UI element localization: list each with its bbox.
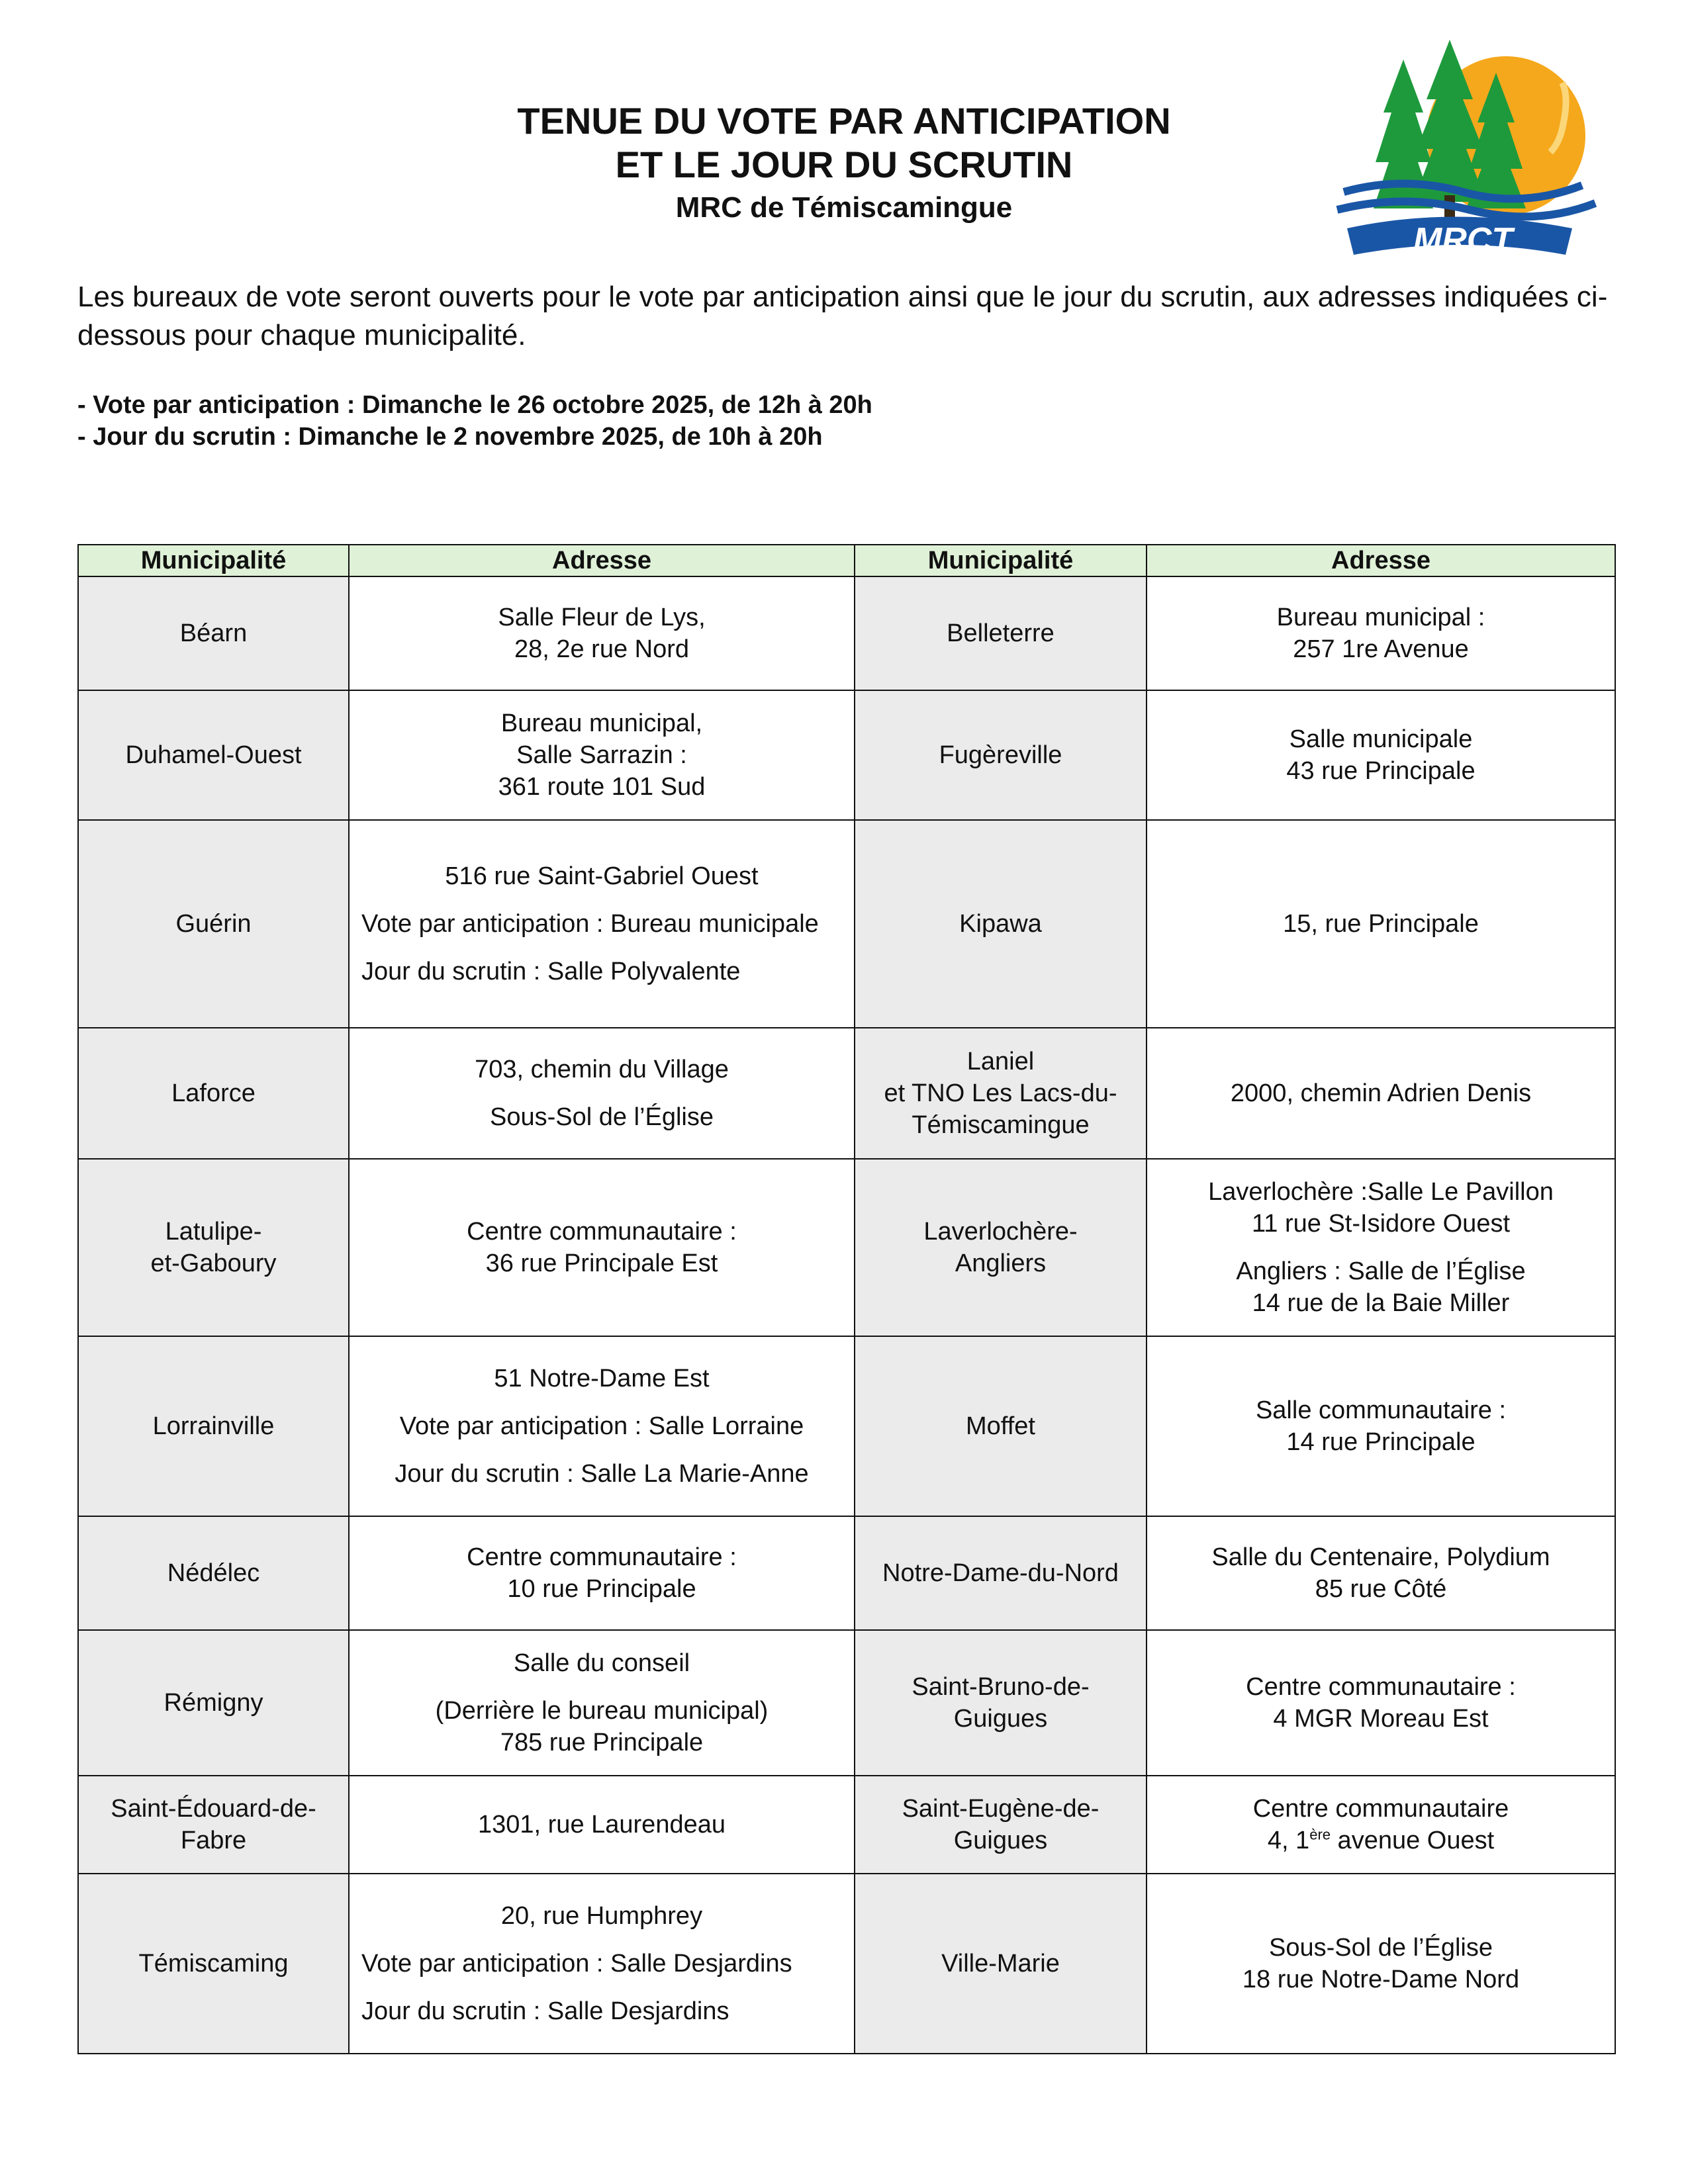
municipality-cell: Nédélec xyxy=(78,1516,349,1630)
table-row xyxy=(78,1874,1615,2054)
municipality-cell: Béarn xyxy=(78,576,349,690)
address-cell: Salle du Centenaire, Polydium 85 rue Côté xyxy=(1147,1516,1615,1630)
address-cell: 51 Notre-Dame Est Vote par anticipation : Salle Lorraine Jour du scrutin : Salle La Marie-Anne xyxy=(349,1336,855,1516)
address-cell: Salle du conseil (Derrière le bureau municipal) 785 rue Principale xyxy=(349,1630,855,1776)
municipality-cell: Laverlochère- Angliers xyxy=(855,1159,1147,1336)
table-row xyxy=(78,1776,1615,1874)
intro-paragraph: Les bureaux de vote seront ouverts pour le vote par anticipation ainsi que le jour du scrutin, aux adresses indiquées ci-dessous pour chaque municipalité. xyxy=(77,281,1608,351)
table-row xyxy=(78,820,1615,1028)
address-cell: 516 rue Saint-Gabriel Ouest Vote par anticipation : Bureau municipale Jour du scrutin : Salle Polyvalente xyxy=(349,820,855,1028)
address-cell: Centre communautaire : 36 rue Principale Est xyxy=(349,1159,855,1336)
municipality-cell: Fugèreville xyxy=(855,690,1147,820)
table-row xyxy=(78,1516,1615,1630)
municipality-cell: Saint-Bruno-de- Guigues xyxy=(855,1630,1147,1776)
address-cell: Salle municipale 43 rue Principale xyxy=(1147,690,1615,820)
municipality-cell: Ville-Marie xyxy=(855,1874,1147,2054)
address-cell: Salle Fleur de Lys, 28, 2e rue Nord xyxy=(349,576,855,690)
address-cell: Bureau municipal : 257 1re Avenue xyxy=(1147,576,1615,690)
subtitle: MRC de Témiscamingue xyxy=(675,191,1013,224)
municipality-cell: Kipawa xyxy=(855,820,1147,1028)
address-cell: Centre communautaire : 4 MGR Moreau Est xyxy=(1147,1630,1615,1776)
address-cell: 20, rue Humphrey Vote par anticipation : Salle Desjardins Jour du scrutin : Salle Desjardins xyxy=(349,1874,855,2054)
municipality-cell: Latulipe- et-Gaboury xyxy=(78,1159,349,1336)
table-row xyxy=(78,1159,1615,1336)
address-cell: Sous-Sol de l’Église 18 rue Notre-Dame Nord xyxy=(1147,1874,1615,2054)
municipality-cell: Lorrainville xyxy=(78,1336,349,1516)
municipality-cell: Saint-Eugène-de- Guigues xyxy=(855,1776,1147,1874)
title-line-2: ET LE JOUR DU SCRUTIN xyxy=(615,144,1073,185)
table-row xyxy=(78,690,1615,820)
municipality-cell: Laforce xyxy=(78,1028,349,1159)
municipality-cell: Laniel et TNO Les Lacs-du- Témiscamingue xyxy=(855,1028,1147,1159)
advance-vote-date: - Vote par anticipation : Dimanche le 26 octobre 2025, de 12h à 20h xyxy=(77,391,872,419)
table-header-row xyxy=(78,545,1615,576)
header-address-right: Adresse xyxy=(1147,545,1615,576)
municipality-cell: Notre-Dame-du-Nord xyxy=(855,1516,1147,1630)
address-cell: 15, rue Principale xyxy=(1147,820,1615,1028)
municipality-cell: Belleterre xyxy=(855,576,1147,690)
table-row xyxy=(78,1028,1615,1159)
address-cell: 703, chemin du Village Sous-Sol de l’Église xyxy=(349,1028,855,1159)
address-cell: Centre communautaire : 10 rue Principale xyxy=(349,1516,855,1630)
address-cell: 1301, rue Laurendeau xyxy=(349,1776,855,1874)
header-municipality-right: Municipalité xyxy=(855,545,1147,576)
municipality-cell: Moffet xyxy=(855,1336,1147,1516)
address-cell: Salle communautaire : 14 rue Principale xyxy=(1147,1336,1615,1516)
address-cell: Centre communautaire 4, 1ère avenue Ouest xyxy=(1147,1776,1615,1874)
vote-dates xyxy=(77,389,1600,453)
address-cell: Laverlochère :Salle Le Pavillon 11 rue St-Isidore Ouest Angliers : Salle de l’Église 14 rue de la Baie Miller xyxy=(1147,1159,1615,1336)
header-municipality-left: Municipalité xyxy=(78,545,349,576)
table-row xyxy=(78,576,1615,690)
municipality-cell: Duhamel-Ouest xyxy=(78,690,349,820)
municipality-cell: Saint-Édouard-de- Fabre xyxy=(78,1776,349,1874)
municipality-cell: Témiscaming xyxy=(78,1874,349,2054)
table-row xyxy=(78,1630,1615,1776)
title-line-1: TENUE DU VOTE PAR ANTICIPATION xyxy=(517,100,1171,142)
header-address-left: Adresse xyxy=(349,545,855,576)
address-cell: 2000, chemin Adrien Denis xyxy=(1147,1028,1615,1159)
election-day-date: - Jour du scrutin : Dimanche le 2 novembre 2025, de 10h à 20h xyxy=(77,423,823,451)
municipality-cell: Guérin xyxy=(78,820,349,1028)
mrct-logo xyxy=(1331,36,1609,261)
polling-stations-table xyxy=(77,544,1616,2054)
mrct-logo-graphic xyxy=(1331,36,1609,261)
table-row xyxy=(78,1336,1615,1516)
logo-text: MRCT xyxy=(1413,221,1513,259)
municipality-cell: Rémigny xyxy=(78,1630,349,1776)
address-cell: Bureau municipal, Salle Sarrazin : 361 route 101 Sud xyxy=(349,690,855,820)
